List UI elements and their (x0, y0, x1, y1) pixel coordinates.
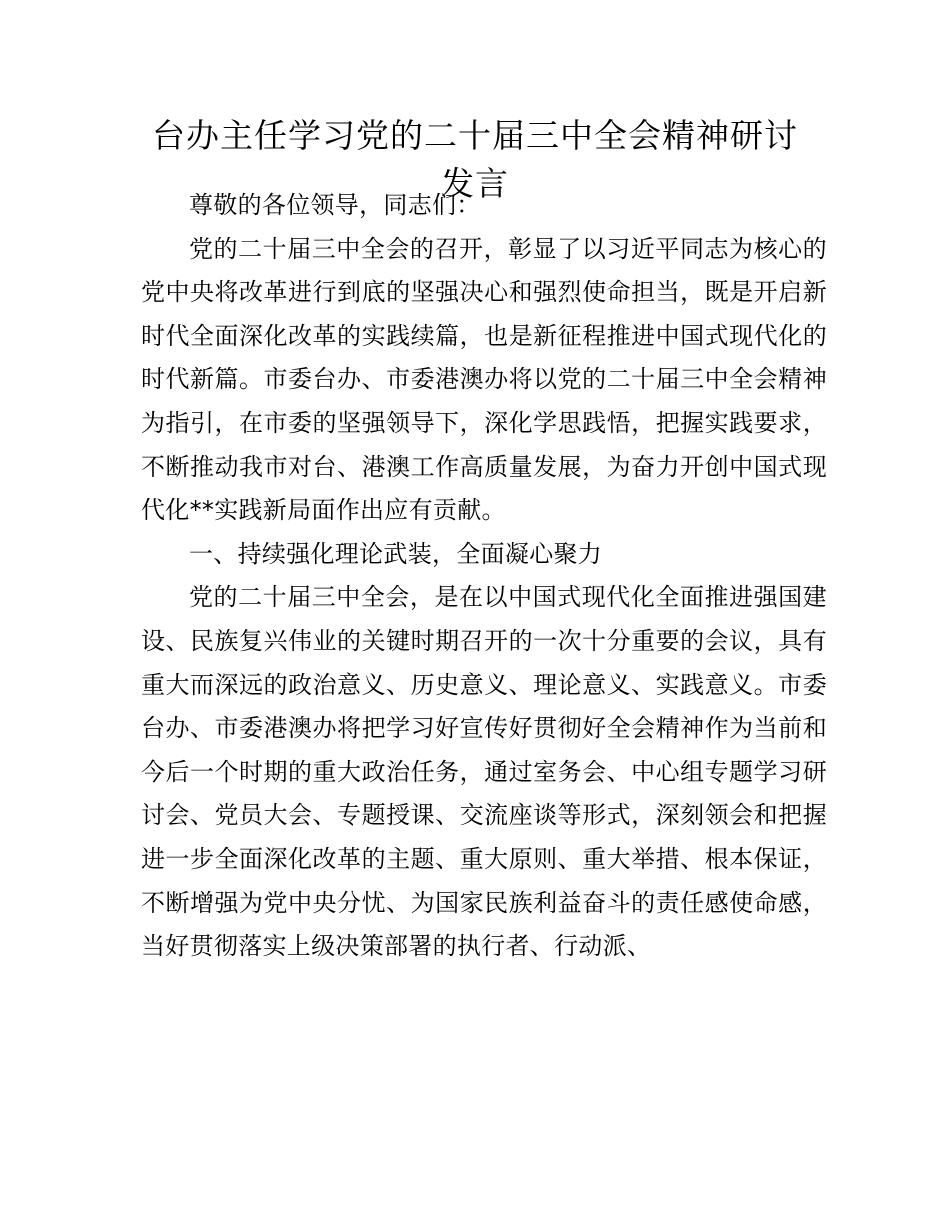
document-body (141, 184, 827, 969)
document-title: 台办主任学习党的二十届三中全会精神研讨发言 (152, 116, 798, 203)
body-paragraph: 党的二十届三中全会，是在以中国式现代化全面推进强国建设、民族复兴伟业的关键时期召开的一次十分重要的会议，具有重大而深远的政治意义、历史意义、理论意义、实践意义。市委台办、市委港澳办将把学习好宣传好贯彻好全会精神作为当前和今后一个时期的重大政治任务，通过室务会、中心组专题学习研讨会、党员大会、专题授课、交流座谈等形式，深刻领会和把握进一步全面深化改革的主题、重大原则、重大举措、根本保证，不断增强为党中央分忧、为国家民族利益奋斗的责任感使命感，当好贯彻落实上级决策部署的执行者、行动派、 (141, 583, 827, 961)
salutation-paragraph: 尊敬的各位领导，同志们： (189, 191, 481, 219)
section-heading: 一、持续强化理论武装，全面凝心聚力 (189, 539, 603, 568)
intro-paragraph: 党的二十届三中全会的召开，彰显了以习近平同志为核心的党中央将改革进行到底的坚强决心和强烈使命担当，既是开启新时代全面深化改革的实践续篇，也是新征程推进中国式现代化的时代新篇。市委台办、市委港澳办将以党的二十届三中全会精神为指引，在市委的坚强领导下，深化学思践悟，把握实践要求，不断推动我市对台、港澳工作高质量发展，为奋力开创中国式现代化**实践新局面作出应有贡献。 (141, 234, 827, 525)
